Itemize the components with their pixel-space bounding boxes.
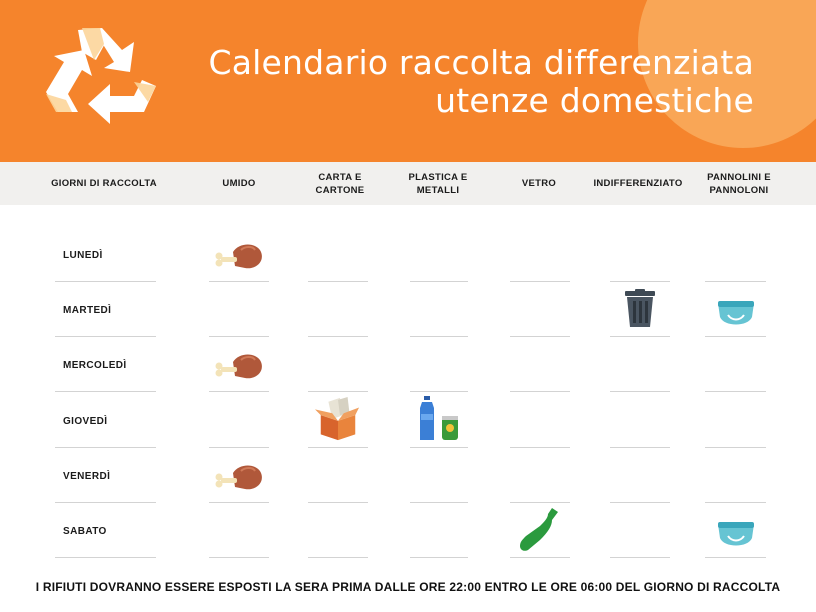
chicken-leg-icon [211,240,265,272]
cell-divider [209,502,269,503]
footer-note: I RIFIUTI DOVRANNO ESSERE ESPOSTI LA SERA PRIMA DALLE ORE 22:00 ENTRO LE ORE 06:00 DEL GIORNO DI RACCOLTA [35,580,781,594]
page-title [208,44,754,120]
column-header-indifferenziato: INDIFFERENZIATO [593,178,683,189]
cell-divider [610,336,670,337]
title-line-1: Calendario raccolta differenziata [208,43,754,82]
table-row [0,394,816,449]
cell-divider [410,391,468,392]
cell-divider [410,502,468,503]
table-row [0,449,816,504]
header-banner [0,0,816,162]
cardboard-box-icon [314,396,362,442]
column-header-pannolini: PANNOLINI E PANNOLONI [707,171,771,196]
cell-divider [510,447,570,448]
row-divider [55,447,156,448]
row-divider [55,281,156,282]
cell-divider [410,336,468,337]
trash-bin-icon [622,289,658,329]
cell-divider [308,391,368,392]
cell-divider [610,281,670,282]
table-row [0,338,816,393]
diaper-icon [716,299,756,325]
cell-divider [705,391,766,392]
column-header-vetro: VETRO [521,178,557,189]
bottle-and-can-icon [418,396,462,442]
column-header-umido: UMIDO [222,178,256,189]
table-row [0,228,816,283]
cell-divider [610,447,670,448]
cell-divider [209,391,269,392]
column-header-days: GIORNI DI RACCOLTA [51,178,157,189]
cell-divider [705,502,766,503]
row-divider [55,391,156,392]
day-label: LUNEDÌ [63,250,103,261]
table-row [0,283,816,338]
cell-divider [209,336,269,337]
row-divider [55,336,156,337]
diaper-icon [716,520,756,546]
cell-divider [209,447,269,448]
column-header-carta: CARTA E CARTONE [315,171,365,196]
cell-divider [510,557,570,558]
cell-divider [610,391,670,392]
cell-divider [510,502,570,503]
cell-divider [705,281,766,282]
cell-divider [510,281,570,282]
cell-divider [308,557,368,558]
cell-divider [308,336,368,337]
glass-bottle-icon [518,508,562,554]
column-header-plastica: PLASTICA E METALLI [408,171,468,196]
chicken-leg-icon [211,350,265,382]
cell-divider [610,502,670,503]
chicken-leg-icon [211,461,265,493]
row-divider [55,557,156,558]
day-label: MERCOLEDÌ [63,360,127,372]
cell-divider [209,557,269,558]
cell-divider [610,557,670,558]
cell-divider [410,447,468,448]
title-line-2: utenze domestiche [435,81,754,120]
cell-divider [510,391,570,392]
day-label: MARTEDÌ [63,305,112,317]
day-label: VENERDÌ [63,470,111,482]
cell-divider [705,336,766,337]
cell-divider [308,502,368,503]
cell-divider [410,281,468,282]
cell-divider [705,557,766,558]
cell-divider [209,281,269,282]
table-row [0,504,816,559]
cell-divider [410,557,468,558]
cell-divider [308,447,368,448]
row-divider [55,502,156,503]
cell-divider [510,336,570,337]
cell-divider [308,281,368,282]
recycle-icon [38,20,163,132]
column-header-bar [0,162,816,205]
day-label: GIOVEDÌ [63,415,108,427]
cell-divider [705,447,766,448]
day-label: SABATO [63,526,107,537]
